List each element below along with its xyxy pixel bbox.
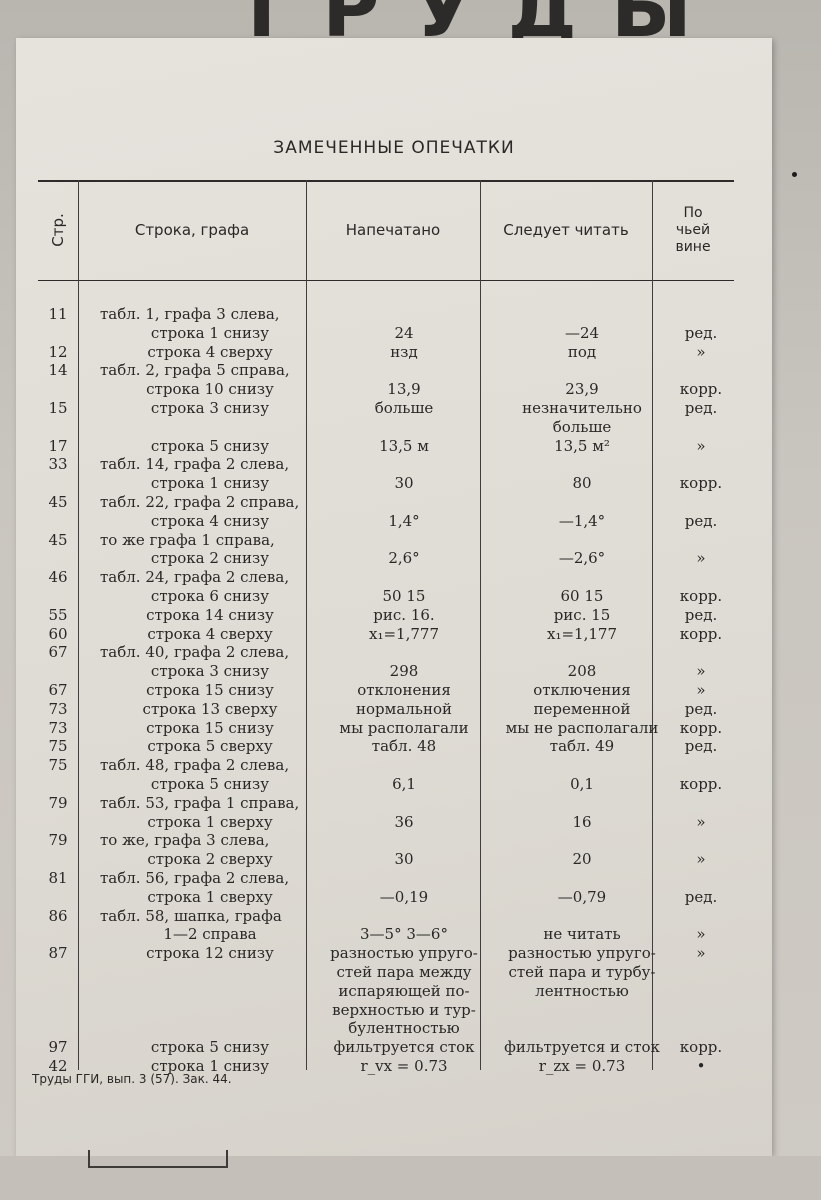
cell-printed: 24 xyxy=(394,323,414,342)
cell-fault: ред. xyxy=(684,737,718,756)
cell-page: 55 xyxy=(48,605,68,624)
cell-page: 67 xyxy=(48,681,68,699)
cell-location: строка 5 снизу xyxy=(150,436,270,455)
table-row xyxy=(38,342,734,362)
cell-printed: 30 xyxy=(394,850,414,869)
table-row xyxy=(38,492,734,512)
cell-fault: корр. xyxy=(679,1038,723,1057)
cell-fault: » xyxy=(696,436,706,455)
table-row xyxy=(38,981,734,1001)
cell-printed: 6,1 xyxy=(392,775,416,793)
cell-should-read: разностью упруго- xyxy=(508,944,656,963)
cell-location: 1—2 справа xyxy=(163,925,257,944)
cell-printed: фильтруется сток xyxy=(333,1038,475,1057)
cell-printed: булентностью xyxy=(348,1019,460,1038)
table-row xyxy=(38,567,734,587)
cell-location: табл. 2, графа 5 справа, xyxy=(100,361,290,380)
cell-page: 87 xyxy=(48,944,68,963)
cell-fault: » xyxy=(696,662,706,681)
table-row xyxy=(38,360,734,380)
table-header-rule xyxy=(38,280,734,281)
cell-page: 45 xyxy=(48,530,68,549)
cell-location: строка 1 снизу xyxy=(150,1057,270,1075)
cell-location: строка 6 снизу xyxy=(150,587,270,605)
cell-page: 73 xyxy=(48,699,68,718)
cell-page: 75 xyxy=(48,737,68,756)
table-row xyxy=(38,755,734,775)
cell-printed: —0,19 xyxy=(379,887,429,906)
table-row xyxy=(38,323,734,343)
cell-fault: » xyxy=(696,850,706,869)
table-row xyxy=(38,699,734,719)
header-page: Стр. xyxy=(48,213,67,247)
cell-should-read: не читать xyxy=(543,925,621,944)
table-row xyxy=(38,1000,734,1020)
cell-location: строка 1 снизу xyxy=(150,474,270,493)
cell-page: 11 xyxy=(48,305,68,323)
errata-page xyxy=(16,38,772,1156)
cell-location: табл. 22, графа 2 справа, xyxy=(100,493,300,511)
table-row xyxy=(38,473,734,493)
table-row xyxy=(38,379,734,399)
cell-printed: разностью упруго- xyxy=(330,944,478,963)
cell-fault: » xyxy=(696,549,706,568)
cell-should-read: —0,79 xyxy=(557,887,607,906)
cell-location: строка 5 снизу xyxy=(150,775,270,793)
table-row xyxy=(38,511,734,531)
cell-page: 45 xyxy=(48,493,68,511)
cell-page: 60 xyxy=(48,624,68,643)
cell-should-read: 80 xyxy=(572,474,592,493)
cell-location: строка 2 сверху xyxy=(147,850,273,869)
cell-location: строка 15 снизу xyxy=(146,681,274,699)
cell-location: строка 5 сверху xyxy=(147,737,273,756)
table-row xyxy=(38,642,734,662)
cell-should-read: x₁=1,177 xyxy=(547,624,617,643)
cell-should-read: 208 xyxy=(567,662,597,681)
table-row xyxy=(38,586,734,606)
cell-fault: ред. xyxy=(684,511,718,530)
cell-location: строка 10 снизу xyxy=(146,380,274,399)
cell-page: 15 xyxy=(48,399,68,417)
table-row xyxy=(38,906,734,926)
cell-page: 97 xyxy=(48,1038,68,1057)
cell-location: табл. 56, графа 2 слева, xyxy=(100,869,290,887)
cell-page: 17 xyxy=(48,436,68,455)
cell-page: 42 xyxy=(48,1057,68,1075)
cell-location: табл. 40, графа 2 слева, xyxy=(100,643,290,662)
cell-printed: стей пара между xyxy=(336,963,472,981)
cell-page: 67 xyxy=(48,643,68,662)
cell-should-read: —24 xyxy=(564,323,600,342)
cell-fault: » xyxy=(696,342,706,361)
cell-page: 75 xyxy=(48,756,68,775)
cell-should-read: фильтруется и сток xyxy=(504,1038,660,1057)
cell-should-read: лентностью xyxy=(535,981,629,1000)
table-row xyxy=(38,1037,734,1057)
cell-page: 14 xyxy=(48,361,68,380)
cell-should-read: 13,5 м² xyxy=(554,436,610,455)
cell-page: 86 xyxy=(48,906,68,925)
cell-location: строка 3 снизу xyxy=(150,399,270,417)
cell-should-read: под xyxy=(567,342,597,361)
cell-location: табл. 48, графа 2 слева, xyxy=(100,756,290,775)
cell-printed: 298 xyxy=(389,662,419,681)
table-row xyxy=(38,830,734,850)
cell-should-read: 23,9 xyxy=(565,380,599,399)
cell-fault: корр. xyxy=(679,587,723,605)
table-row xyxy=(38,605,734,625)
cell-fault: корр. xyxy=(679,775,723,793)
cell-printed: r_vx = 0.73 xyxy=(360,1057,448,1075)
table-row xyxy=(38,398,734,418)
cell-page: 79 xyxy=(48,793,68,812)
cell-fault: » xyxy=(696,925,706,944)
header-printed: Напечатано xyxy=(345,221,441,239)
table-row xyxy=(38,736,734,756)
cell-printed: 13,5 м xyxy=(379,436,429,455)
cell-fault: ред. xyxy=(684,699,718,718)
cell-fault: корр. xyxy=(679,718,723,737)
table-row xyxy=(38,680,734,700)
cell-location: строка 2 снизу xyxy=(150,549,270,568)
cell-fault: ред. xyxy=(684,605,718,624)
cell-should-read: больше xyxy=(552,417,612,436)
cell-should-read: —2,6° xyxy=(558,549,606,568)
page-title: ЗАМЕЧЕННЫЕ ОПЕЧАТКИ xyxy=(273,138,515,158)
cell-fault: корр. xyxy=(679,474,723,493)
cell-printed: рис. 16. xyxy=(373,605,435,624)
table-row xyxy=(38,887,734,907)
cell-printed: x₁=1,777 xyxy=(369,624,439,643)
table-row xyxy=(38,304,734,324)
cell-location: строка 4 сверху xyxy=(147,342,273,361)
cell-fault: • xyxy=(696,1057,706,1075)
cell-printed: 30 xyxy=(394,474,414,493)
cell-should-read: незначительно xyxy=(522,399,642,417)
cell-page: 79 xyxy=(48,831,68,850)
table-row xyxy=(38,812,734,832)
cell-fault: ред. xyxy=(684,887,718,906)
cell-should-read: r_zx = 0.73 xyxy=(538,1057,626,1075)
cell-location: табл. 58, шапка, графа xyxy=(100,906,282,925)
cell-should-read: переменной xyxy=(533,699,631,718)
table-row xyxy=(38,962,734,982)
table-row xyxy=(38,548,734,568)
cell-printed: 50 15 xyxy=(382,587,426,605)
cell-printed: нзд xyxy=(390,342,418,361)
cell-should-read: 60 15 xyxy=(560,587,604,605)
cell-printed: 3—5° 3—6° xyxy=(360,925,448,944)
cell-printed: отклонения xyxy=(357,681,451,699)
cell-page: 33 xyxy=(48,455,68,474)
cell-location: строка 4 снизу xyxy=(150,511,270,530)
cell-should-read: мы не располагали xyxy=(505,718,659,737)
pencil-bracket-mark xyxy=(88,1150,228,1168)
cell-location: табл. 24, графа 2 слева, xyxy=(100,568,290,587)
cell-location: строка 3 снизу xyxy=(150,662,270,681)
cell-printed: верхностью и тур- xyxy=(332,1000,476,1019)
cell-fault: » xyxy=(696,944,706,963)
cell-printed: больше xyxy=(374,399,434,417)
table-row xyxy=(38,454,734,474)
cell-printed: мы располагали xyxy=(339,718,469,737)
cell-fault: корр. xyxy=(679,624,723,643)
cell-location: строка 13 сверху xyxy=(142,699,278,718)
cell-should-read: стей пара и турбу- xyxy=(508,963,656,981)
table-row xyxy=(38,436,734,456)
cell-page: 12 xyxy=(48,342,68,361)
cell-location: строка 14 снизу xyxy=(146,605,274,624)
cell-location: табл. 53, графа 1 справа, xyxy=(100,793,300,812)
cell-should-read: 20 xyxy=(572,850,592,869)
cell-location: строка 12 снизу xyxy=(146,944,274,963)
table-row xyxy=(38,718,734,738)
table-row xyxy=(38,1018,734,1038)
header-location: Строка, графа xyxy=(134,221,250,239)
table-row xyxy=(38,661,734,681)
footer-imprint: Труды ГГИ, вып. 3 (57). Зак. 44. xyxy=(32,1072,232,1086)
cell-location: строка 4 сверху xyxy=(147,624,273,643)
cell-location: строка 5 снизу xyxy=(150,1038,270,1057)
cell-should-read: 16 xyxy=(572,812,592,831)
cell-page: 46 xyxy=(48,568,68,587)
cell-fault: ред. xyxy=(684,323,718,342)
cell-location: строка 1 снизу xyxy=(150,323,270,342)
cell-location: строка 1 сверху xyxy=(147,887,273,906)
cell-printed: нормальной xyxy=(356,699,452,718)
errata-table xyxy=(38,180,734,1080)
cell-location: строка 15 снизу xyxy=(146,718,274,737)
cell-location: табл. 14, графа 2 слева, xyxy=(100,455,290,474)
table-row xyxy=(38,417,734,437)
cell-location: табл. 1, графа 3 слева, xyxy=(100,305,280,323)
table-row xyxy=(38,530,734,550)
table-row xyxy=(38,924,734,944)
header-fault: По чьей вине xyxy=(675,204,711,255)
cell-should-read: отключения xyxy=(533,681,631,699)
cell-printed: 36 xyxy=(394,812,414,831)
table-row xyxy=(38,849,734,869)
cell-should-read: —1,4° xyxy=(558,511,606,530)
header-should-read: Следует читать xyxy=(503,221,629,239)
cell-printed: 1,4° xyxy=(388,511,420,530)
table-row xyxy=(38,868,734,888)
cell-printed: табл. 48 xyxy=(371,737,437,756)
cell-location: то же, графа 3 слева, xyxy=(100,831,270,850)
table-row xyxy=(38,624,734,644)
cell-fault: » xyxy=(696,812,706,831)
cell-fault: ред. xyxy=(684,399,718,417)
cell-printed: испаряющей по- xyxy=(338,981,470,1000)
ink-speck xyxy=(792,172,797,177)
table-row xyxy=(38,793,734,813)
cell-fault: » xyxy=(696,681,706,699)
cell-fault: корр. xyxy=(679,380,723,399)
table-row xyxy=(38,774,734,794)
cell-should-read: рис. 15 xyxy=(553,605,611,624)
cell-should-read: 0,1 xyxy=(570,775,594,793)
ghost-header-text xyxy=(235,0,726,10)
cell-page: 73 xyxy=(48,718,68,737)
table-row xyxy=(38,943,734,963)
cell-location: строка 1 сверху xyxy=(147,812,273,831)
cell-printed: 2,6° xyxy=(388,549,420,568)
cell-should-read: табл. 49 xyxy=(549,737,615,756)
cell-location: то же графа 1 справа, xyxy=(100,530,275,549)
cell-printed: 13,9 xyxy=(387,380,421,399)
cell-page: 81 xyxy=(48,869,68,887)
